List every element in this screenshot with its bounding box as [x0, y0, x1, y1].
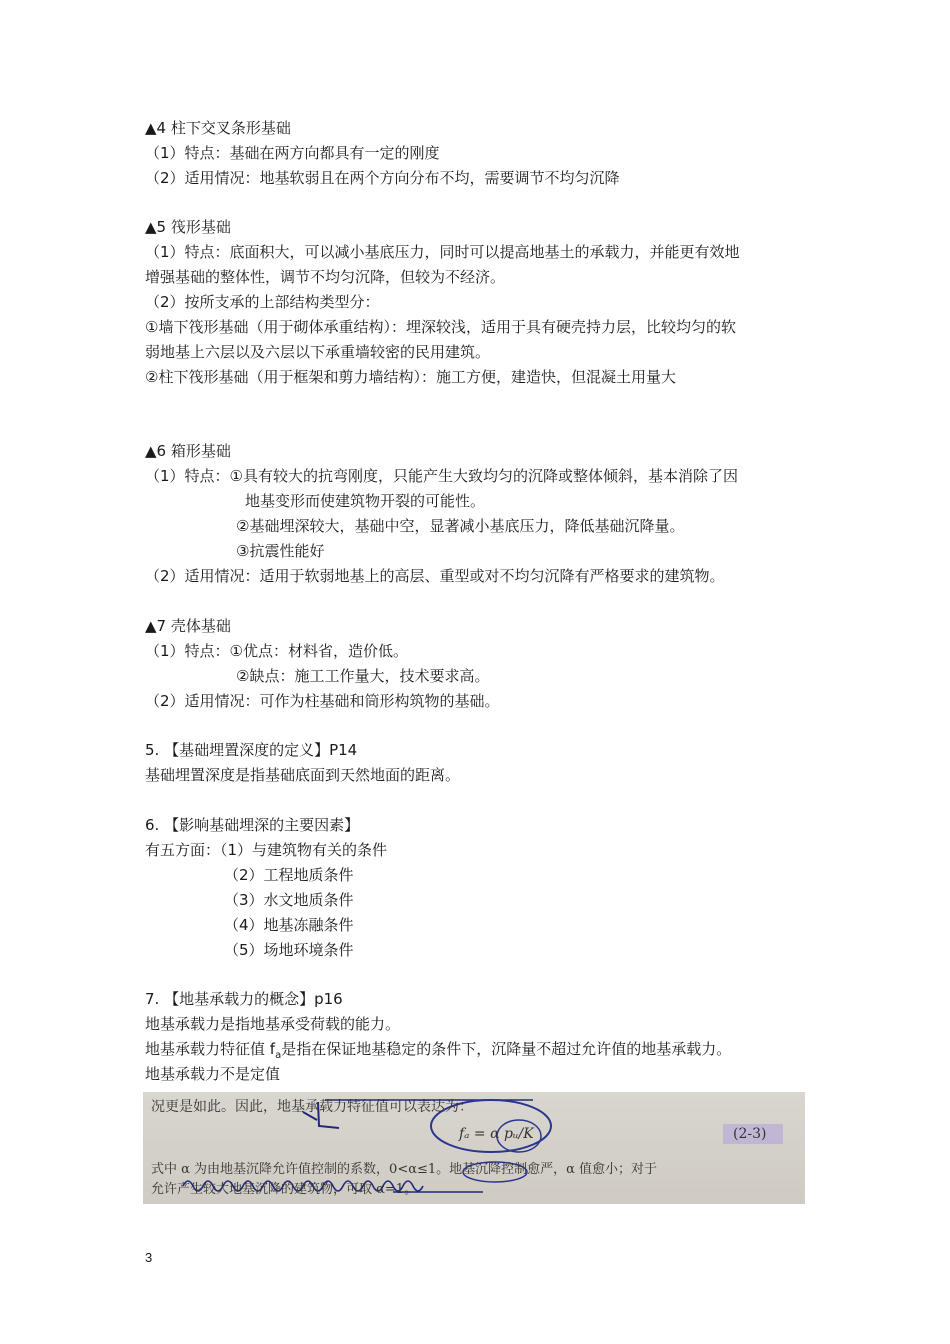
- photo-line-3: 允许产生较大地基沉降的建筑物，可取 α=1。: [151, 1182, 418, 1197]
- section-5-line-5: 弱地基上六层以及六层以下承重墙较密的民用建筑。: [145, 343, 491, 361]
- section-6-line-3: ②基础埋深较大，基础中空，显著减小基底压力，降低基础沉降量。: [236, 517, 685, 535]
- question-6-line-4: （4）地基冻融条件: [224, 916, 354, 934]
- question-7-line-3: 地基承载力不是定值: [145, 1065, 281, 1083]
- section-7-title: ▲7 壳体基础: [145, 617, 231, 635]
- question-6-line-5: （5）场地环境条件: [224, 941, 354, 959]
- section-6-line-2: 地基变形而使建筑物开裂的可能性。: [245, 492, 486, 510]
- question-7-title: 7. 【地基承载力的概念】p16: [145, 990, 343, 1008]
- section-5-line-3: （2）按所支承的上部结构类型分：: [145, 293, 380, 311]
- section-5-line-2: 增强基础的整体性，调节不均匀沉降，但较为不经济。: [145, 268, 506, 286]
- question-6-line-1: 有五方面：（1）与建筑物有关的条件: [145, 841, 388, 859]
- question-6-line-3: （3）水文地质条件: [224, 891, 354, 909]
- photo-line-1: 况更是如此。因此，地基承载力特征值可以表达为：: [151, 1099, 473, 1115]
- question-6-line-2: （2）工程地质条件: [224, 866, 354, 884]
- page-number: 3: [145, 1250, 153, 1265]
- textbook-photo: [143, 1092, 805, 1204]
- question-7-line-1: 地基承载力是指地基承受荷载的能力。: [145, 1015, 401, 1033]
- section-4-line-1: （1）特点：基础在两方向都具有一定的刚度: [145, 144, 440, 162]
- section-6-line-4: ③抗震性能好: [236, 542, 325, 560]
- photo-equation-number: (2-3): [733, 1126, 767, 1142]
- section-5-line-4: ①墙下筏形基础（用于砌体承重结构）：埋深较浅，适用于具有硬壳持力层，比较均匀的软: [145, 318, 736, 336]
- line-2-part-b: 是指在保证地基稳定的条件下，沉降量不超过允许值的地基承载力。: [281, 1040, 732, 1058]
- section-5-line-6: ②柱下筏形基础（用于框架和剪力墙结构）：施工方便，建造快，但混凝土用量大: [145, 368, 676, 386]
- section-5-line-1: （1）特点：底面积大，可以减小基底压力，同时可以提高地基土的承载力，并能更有效地: [145, 243, 740, 261]
- question-6-title: 6. 【影响基础埋深的主要因素】: [145, 816, 360, 834]
- section-7-line-2: ②缺点：施工工作量大，技术要求高。: [236, 667, 490, 685]
- section-6-line-5: （2）适用情况：适用于软弱地基上的高层、重型或对不均匀沉降有严格要求的建筑物。: [145, 567, 725, 585]
- photo-formula: fₐ = α pᵤ/K: [459, 1126, 534, 1142]
- photo-line-2: 式中 α 为由地基沉降允许值控制的系数，0<α≤1。地基沉降控制愈严，α 值愈小；对于: [151, 1162, 658, 1177]
- section-7-line-3: （2）适用情况：可作为柱基础和筒形构筑物的基础。: [145, 692, 500, 710]
- section-6-line-1: （1）特点：①具有较大的抗弯刚度，只能产生大致均匀的沉降或整体倾斜，基本消除了因: [145, 467, 738, 485]
- line-2-part-a: 地基承载力特征值 f: [145, 1040, 276, 1058]
- section-5-title: ▲5 筏形基础: [145, 218, 231, 236]
- section-6-title: ▲6 箱形基础: [145, 442, 231, 460]
- question-5-line-1: 基础埋置深度是指基础底面到天然地面的距离。: [145, 766, 461, 784]
- section-7-line-1: （1）特点：①优点：材料省，造价低。: [145, 642, 408, 660]
- question-5-title: 5. 【基础埋置深度的定义】P14: [145, 741, 358, 759]
- section-4-line-2: （2）适用情况：地基软弱且在两个方向分布不均，需要调节不均匀沉降: [145, 169, 620, 187]
- section-4-title: ▲4 柱下交叉条形基础: [145, 119, 291, 137]
- subscript-a: a: [275, 1050, 282, 1061]
